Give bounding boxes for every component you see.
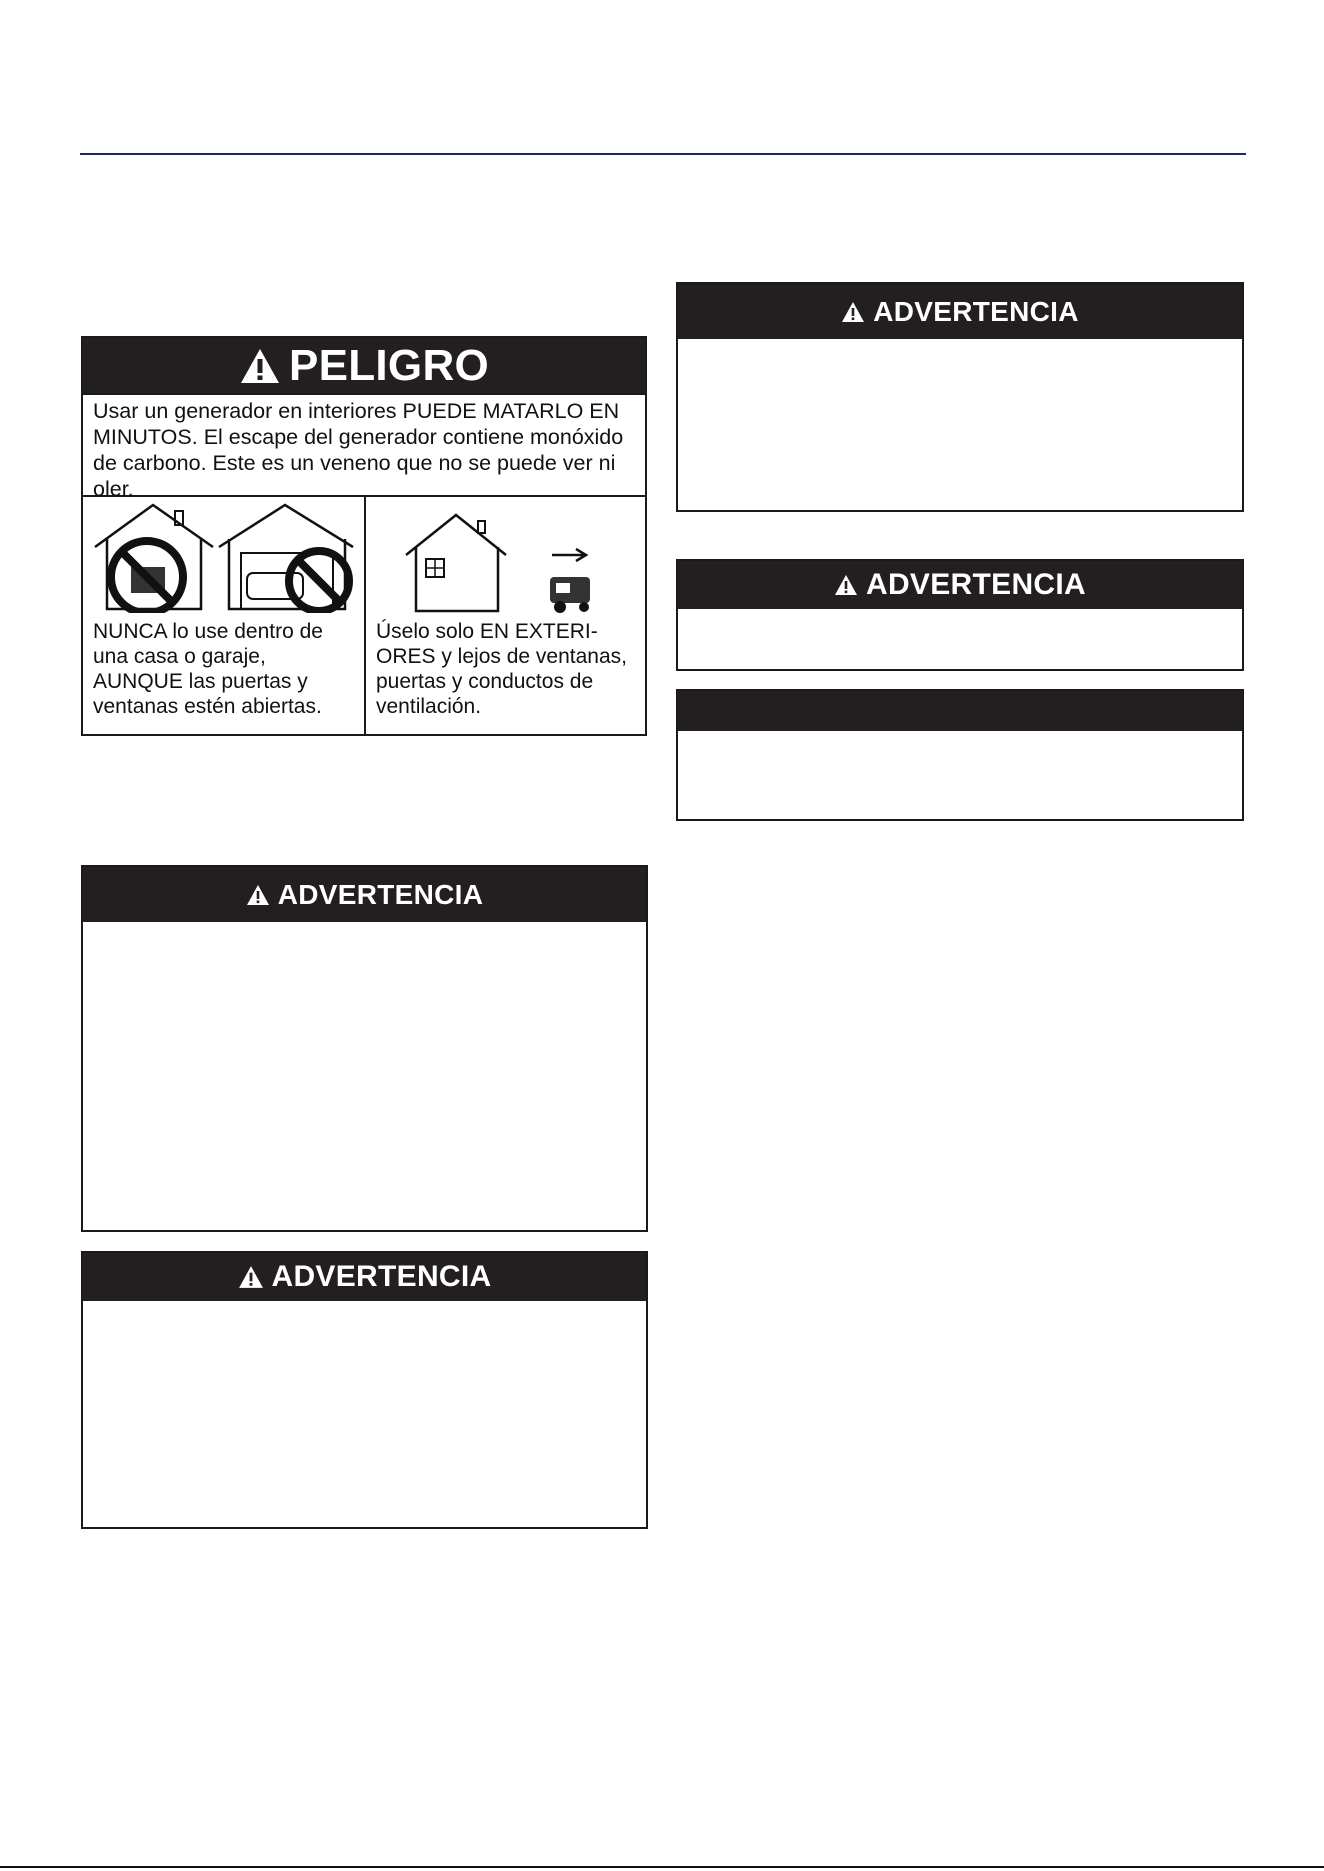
- no-garage-icon: [215, 501, 361, 613]
- bottom-rule: [0, 1866, 1324, 1868]
- danger-left-caption: NUNCA lo use dentro de una casa o garaje, AUNQUE las puertas y ventanas estén abiertas.: [93, 620, 323, 718]
- danger-header: [83, 338, 645, 393]
- top-rule: [80, 153, 1246, 155]
- danger-panel-outdoor: [366, 497, 645, 734]
- warning-triangle-icon: [238, 1265, 264, 1289]
- warning-triangle-icon: [246, 884, 270, 906]
- notice-box: [676, 689, 1244, 821]
- warning-box-3: [676, 282, 1244, 512]
- danger-title: PELIGRO: [288, 340, 490, 390]
- danger-panel-indoor: [83, 497, 366, 734]
- warning-title: ADVERTENCIA: [271, 1260, 492, 1293]
- danger-panels: [83, 497, 645, 734]
- no-indoor-house-icon: [91, 501, 221, 613]
- warning-box-1: [81, 865, 648, 1232]
- generator-icon: [546, 571, 596, 615]
- warning-triangle-icon: [841, 301, 865, 323]
- warning-header: [83, 867, 646, 922]
- warning-title: ADVERTENCIA: [277, 878, 484, 910]
- warning-header: [678, 561, 1242, 609]
- warning-triangle-icon: [239, 347, 281, 385]
- outdoor-house-icon: [402, 511, 514, 615]
- warning-triangle-icon: [834, 574, 858, 596]
- warning-header: [678, 284, 1242, 339]
- warning-title: ADVERTENCIA: [866, 568, 1086, 601]
- danger-box: [81, 336, 647, 736]
- arrow-right-icon: [550, 547, 590, 563]
- warning-box-4: [676, 559, 1244, 671]
- warning-header: [83, 1253, 646, 1301]
- danger-intro: Usar un generador en interiores PUEDE MATARLO EN MINUTOS. El escape del generador contiene monóxido de carbono. Este es un veneno que no se puede ver ni oler.: [83, 393, 645, 497]
- warning-box-2: [81, 1251, 648, 1529]
- notice-header: [678, 691, 1242, 731]
- danger-right-caption: Úselo solo EN EXTERI- ORES y lejos de ventanas, puertas y conductos de ventilación.: [376, 620, 627, 718]
- warning-title: ADVERTENCIA: [873, 295, 1079, 327]
